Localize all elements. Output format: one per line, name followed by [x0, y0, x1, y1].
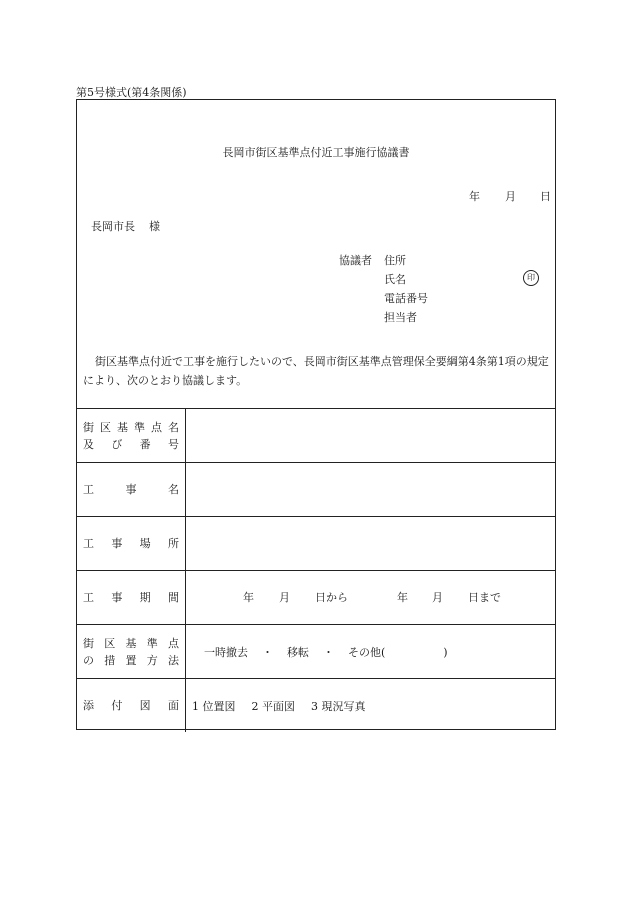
consultant-person-label: 担当者 [384, 311, 417, 324]
date-month: 月 [505, 190, 516, 203]
label-char: 区 [104, 636, 116, 650]
date-day: 日 [540, 190, 551, 203]
value-point-name[interactable] [186, 409, 556, 463]
option-other[interactable]: その他( [348, 645, 386, 659]
label-char: 基 [117, 420, 128, 434]
label-char: 準 [134, 420, 145, 434]
label-char: 置 [125, 653, 137, 667]
value-work-period[interactable] [186, 571, 556, 625]
label-work-place [77, 517, 186, 571]
attachment-site-photo: 3 現況写真 [311, 699, 366, 713]
attachment-plan-view: 2 平面図 [251, 699, 295, 713]
separator-dot: ・ [323, 645, 334, 659]
row-work-period [77, 571, 555, 625]
label-char: 事 [125, 483, 137, 496]
body-text: 街区基準点付近で工事を施行したいので、長岡市街区基準点管理保全要綱第4条第1項の規定により、次のとおり協議します。 [83, 355, 549, 387]
label-char: 点 [151, 420, 162, 434]
period-day-start: 日から [315, 591, 348, 604]
label-char: 場 [139, 537, 151, 550]
attachment-location-map: 1 位置図 [192, 699, 236, 713]
label-char: 準 [146, 636, 158, 650]
value-attachments[interactable] [186, 679, 556, 733]
label-char: 工 [83, 591, 94, 604]
label-char: 番 [139, 437, 151, 451]
consultant-label: 協議者 [339, 254, 372, 267]
label-char: 事 [111, 537, 123, 550]
consultant-address-label: 住所 [384, 254, 406, 267]
option-relocation[interactable]: 移転 [287, 645, 309, 659]
period-day-end: 日まで [468, 591, 501, 604]
label-char: 街 [83, 636, 94, 650]
consultant-phone-label: 電話番号 [384, 292, 428, 305]
label-char: 添 [83, 699, 94, 712]
label-point-name [77, 409, 186, 463]
row-point-name [77, 409, 555, 463]
label-work-period [77, 571, 186, 625]
label-char: 及 [83, 437, 94, 451]
period-year-end: 年 [397, 591, 408, 604]
label-measures [77, 625, 186, 679]
label-char: 名 [168, 483, 179, 496]
consultant-name-label: 氏名 [384, 273, 406, 286]
option-other-close: ) [443, 645, 448, 659]
label-char: 図 [139, 699, 151, 712]
label-char: 工 [83, 483, 94, 496]
row-measures [77, 625, 555, 679]
addressee-honorific: 様 [149, 220, 160, 233]
form-frame [76, 99, 556, 730]
label-char: 所 [167, 537, 179, 550]
label-char: 付 [111, 699, 123, 712]
document-title: 長岡市街区基準点付近工事施行協議書 [222, 146, 410, 159]
label-attachments [77, 679, 186, 733]
details-table [77, 408, 555, 732]
date-year: 年 [469, 190, 480, 203]
label-char: 間 [167, 591, 179, 604]
label-char: 面 [167, 699, 179, 712]
form-number-label: 第5号様式(第4条関係) [76, 86, 187, 99]
period-month-start: 月 [279, 591, 290, 604]
value-measures[interactable] [186, 625, 556, 679]
label-char: 事 [111, 591, 123, 604]
label-char: び [111, 437, 123, 451]
period-year-start: 年 [243, 591, 254, 604]
label-work-name [77, 463, 186, 517]
separator-dot: ・ [262, 645, 273, 659]
label-char: 基 [125, 636, 137, 650]
row-work-place [77, 517, 555, 571]
label-char: 街 [83, 420, 94, 434]
label-char: 期 [139, 591, 151, 604]
label-char: 方 [146, 653, 158, 667]
label-char: 措 [104, 653, 116, 667]
label-char: 法 [168, 653, 179, 667]
addressee [91, 218, 160, 234]
option-temporary-removal[interactable]: 一時撤去 [204, 645, 248, 659]
label-char: 号 [167, 437, 179, 451]
label-char: 工 [83, 537, 94, 550]
period-month-end: 月 [432, 591, 443, 604]
row-attachments [77, 679, 555, 733]
value-work-name[interactable] [186, 463, 556, 517]
addressee-name: 長岡市長 [91, 220, 135, 233]
row-work-name [77, 463, 555, 517]
seal-mark: 印 [523, 270, 539, 286]
label-char: 区 [100, 420, 111, 434]
label-char: 名 [168, 420, 179, 434]
label-char: 点 [168, 636, 179, 650]
label-char: の [83, 653, 94, 667]
value-work-place[interactable] [186, 517, 556, 571]
